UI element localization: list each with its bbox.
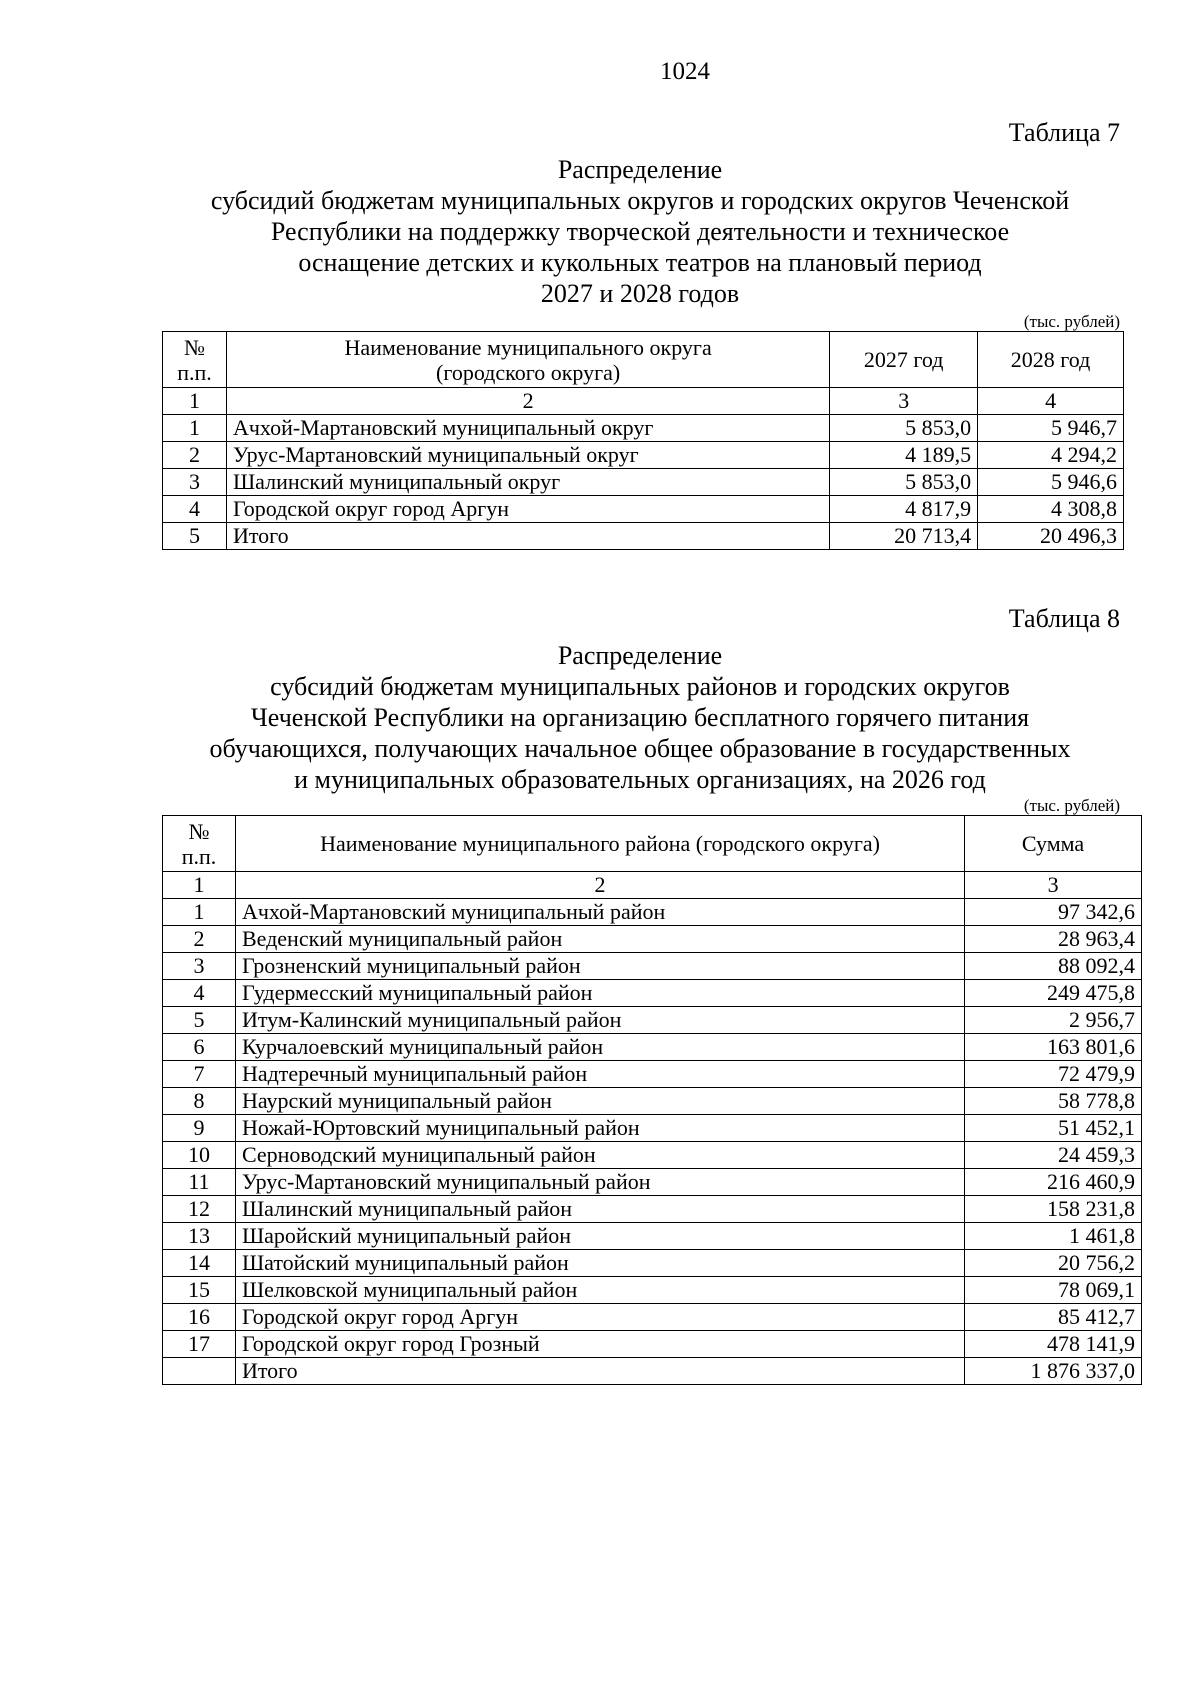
row-name: Грозненский муниципальный район [235,953,964,980]
title-line: Распределение [557,641,723,670]
header-name: Наименование муниципального района (городского округа) [235,816,964,872]
table8-block [160,604,1135,1385]
header-num-line2: п.п. [177,359,212,385]
table7-title [160,154,1120,309]
row-number [163,1358,236,1385]
row-number: 1 [163,899,236,926]
table8-title [160,640,1120,795]
header-num-line2: п.п. [181,843,217,869]
table-row [163,415,1124,442]
row-number: 9 [163,1115,236,1142]
table-row [163,442,1124,469]
total-row [163,523,1124,550]
table-row [163,1034,1142,1061]
row-sum: 478 141,9 [965,1331,1142,1358]
header-num [163,332,227,388]
row-value-2027: 20 713,4 [830,523,978,550]
row-number: 8 [163,1088,236,1115]
row-name: Курчалоевский муниципальный район [235,1034,964,1061]
row-name: Серноводский муниципальный район [235,1142,964,1169]
row-number: 4 [163,496,227,523]
row-value-2027: 4 817,9 [830,496,978,523]
table8-units: (тыс. рублей) [1023,796,1120,815]
title-line: Распределение [557,155,723,184]
title-line: и муниципальных образовательных организациях, на 2026 год [294,765,986,794]
table8-header-row [163,816,1142,872]
row-number: 2 [163,442,227,469]
row-value-2028: 4 294,2 [978,442,1124,469]
table-row [163,1142,1142,1169]
row-number: 6 [163,1034,236,1061]
title-line: оснащение детских и кукольных театров на плановый период [298,248,982,277]
row-sum: 85 412,7 [965,1304,1142,1331]
row-value-2027: 4 189,5 [830,442,978,469]
table-row [163,1223,1142,1250]
table-row [163,1061,1142,1088]
row-number: 15 [163,1277,236,1304]
row-sum: 158 231,8 [965,1196,1142,1223]
row-number: 1 [163,415,227,442]
row-sum: 24 459,3 [965,1142,1142,1169]
row-number: 13 [163,1223,236,1250]
header-name [226,332,829,388]
row-name: Шалинский муниципальный район [235,1196,964,1223]
row-number: 11 [163,1169,236,1196]
row-name: Шатойский муниципальный район [235,1250,964,1277]
row-number: 16 [163,1304,236,1331]
header-2027: 2027 год [830,332,978,388]
row-name: Городской округ город Аргун [226,496,829,523]
row-sum: 249 475,8 [965,980,1142,1007]
table-row [163,1115,1142,1142]
index-cell: 3 [830,388,978,415]
header-num-line1: № [188,818,210,844]
table-row [163,1250,1142,1277]
row-sum: 20 756,2 [965,1250,1142,1277]
row-sum: 58 778,8 [965,1088,1142,1115]
row-name: Надтеречный муниципальный район [235,1061,964,1088]
row-value-2028: 4 308,8 [978,496,1124,523]
row-name: Шалинский муниципальный округ [226,469,829,496]
row-number: 10 [163,1142,236,1169]
header-name-line2: (городского округа) [436,359,621,385]
table8 [162,815,1142,1385]
row-name: Гудермесский муниципальный район [235,980,964,1007]
table7-label: Таблица 7 [1008,118,1120,147]
index-cell: 4 [978,388,1124,415]
header-num [163,816,236,872]
header-num-line1: № [183,334,205,360]
row-name: Шаройский муниципальный район [235,1223,964,1250]
row-number: 14 [163,1250,236,1277]
row-name: Наурский муниципальный район [235,1088,964,1115]
index-cell: 3 [965,872,1142,899]
row-name: Итого [235,1358,964,1385]
table-row [163,469,1124,496]
row-number: 7 [163,1061,236,1088]
row-value-2028: 20 496,3 [978,523,1124,550]
row-sum: 163 801,6 [965,1034,1142,1061]
row-name: Городской округ город Грозный [235,1331,964,1358]
table7 [162,331,1124,550]
table-row [163,1169,1142,1196]
row-sum: 2 956,7 [965,1007,1142,1034]
row-sum: 97 342,6 [965,899,1142,926]
row-number: 17 [163,1331,236,1358]
row-number: 3 [163,953,236,980]
row-sum: 1 461,8 [965,1223,1142,1250]
row-number: 12 [163,1196,236,1223]
index-cell: 1 [163,872,236,899]
row-number: 2 [163,926,236,953]
table8-label: Таблица 8 [1008,604,1120,633]
row-sum: 216 460,9 [965,1169,1142,1196]
table-row [163,1007,1142,1034]
row-name: Веденский муниципальный район [235,926,964,953]
row-sum: 51 452,1 [965,1115,1142,1142]
row-sum: 28 963,4 [965,926,1142,953]
row-value-2028: 5 946,7 [978,415,1124,442]
title-line: обучающихся, получающих начальное общее образование в государственных [209,734,1071,763]
row-sum: 1 876 337,0 [965,1358,1142,1385]
header-name-line1: Наименование муниципального округа [344,334,712,360]
row-name: Ножай-Юртовский муниципальный район [235,1115,964,1142]
row-value-2027: 5 853,0 [830,415,978,442]
table7-header-row [163,332,1124,388]
row-number: 4 [163,980,236,1007]
row-name: Ачхой-Мартановский муниципальный округ [226,415,829,442]
table-row [163,1196,1142,1223]
row-value-2028: 5 946,6 [978,469,1124,496]
row-name: Урус-Мартановский муниципальный район [235,1169,964,1196]
row-name: Ачхой-Мартановский муниципальный район [235,899,964,926]
title-line: 2027 и 2028 годов [540,279,740,308]
title-line: Чеченской Республики на организацию бесплатного горячего питания [250,703,1030,732]
title-line: Республики на поддержку творческой деятельности и техническое [270,217,1010,246]
index-cell: 2 [235,872,964,899]
row-name: Итум-Калинский муниципальный район [235,1007,964,1034]
table-row [163,1331,1142,1358]
table-row [163,980,1142,1007]
table-row [163,1088,1142,1115]
row-number: 3 [163,469,227,496]
row-value-2027: 5 853,0 [830,469,978,496]
index-cell: 1 [163,388,227,415]
table-row [163,1277,1142,1304]
table7-units: (тыс. рублей) [1023,312,1120,331]
row-sum: 88 092,4 [965,953,1142,980]
page-number: 1024 [660,58,710,85]
title-line: субсидий бюджетам муниципальных районов и городских округов [270,672,1010,701]
header-sum: Сумма [965,816,1142,872]
row-name: Шелковской муниципальный район [235,1277,964,1304]
row-sum: 72 479,9 [965,1061,1142,1088]
index-cell: 2 [226,388,829,415]
row-name: Итого [226,523,829,550]
table7-block [160,118,1120,550]
table-row [163,953,1142,980]
table-row [163,1304,1142,1331]
row-name: Городской округ город Аргун [235,1304,964,1331]
table-row [163,926,1142,953]
table-row [163,899,1142,926]
row-sum: 78 069,1 [965,1277,1142,1304]
row-number: 5 [163,523,227,550]
row-name: Урус-Мартановский муниципальный округ [226,442,829,469]
header-2028: 2028 год [978,332,1124,388]
total-row [163,1358,1142,1385]
row-number: 5 [163,1007,236,1034]
title-line: субсидий бюджетам муниципальных округов и городских округов Чеченской [210,186,1070,215]
index-row [163,388,1124,415]
table-row [163,496,1124,523]
index-row [163,872,1142,899]
